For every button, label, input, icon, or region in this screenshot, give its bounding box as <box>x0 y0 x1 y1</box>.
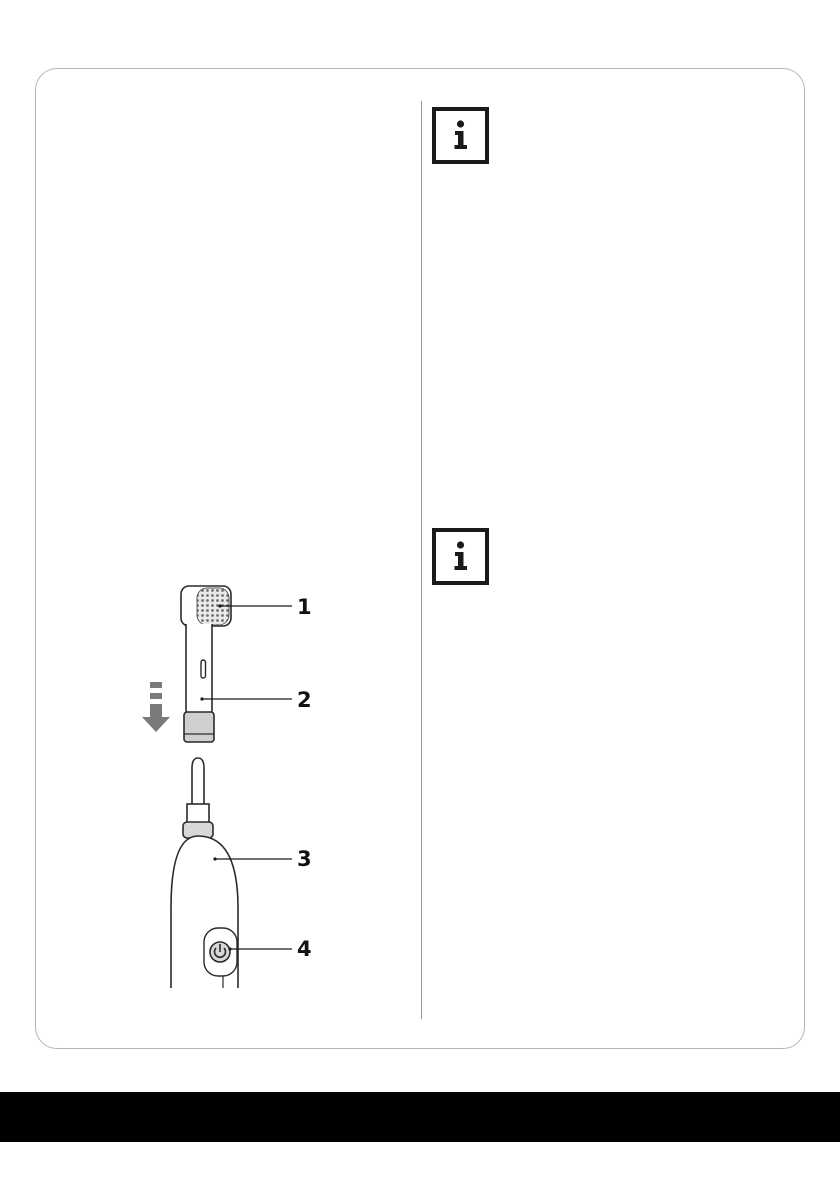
column-divider <box>421 101 422 1019</box>
brush-head <box>181 586 231 714</box>
info-icon <box>432 528 489 585</box>
drive-shaft <box>183 758 213 838</box>
callout-2: 2 <box>297 688 312 712</box>
power-button <box>204 928 237 976</box>
callout-3: 3 <box>297 847 312 871</box>
callout-1: 1 <box>297 595 312 619</box>
toothbrush-illustration <box>130 578 330 990</box>
info-icon <box>432 107 489 164</box>
footer-bar <box>0 1092 840 1142</box>
arrow-down-icon <box>142 682 170 732</box>
callout-4: 4 <box>297 937 312 961</box>
